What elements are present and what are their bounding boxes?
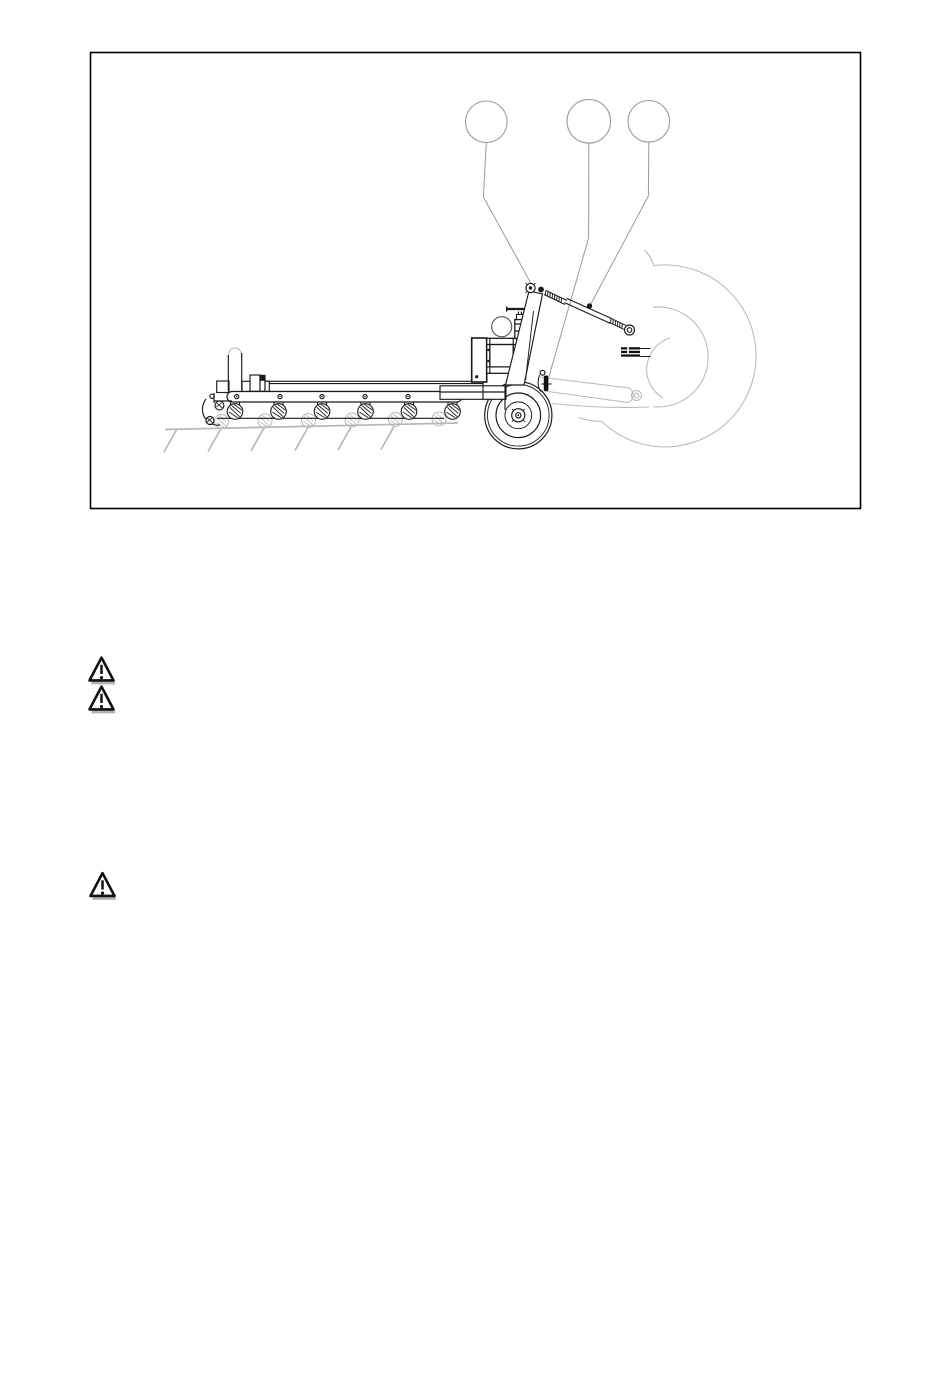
warning-icons xyxy=(90,658,117,900)
warning-triangle-icon xyxy=(91,873,117,900)
warning-triangle-icon xyxy=(90,658,116,685)
warning-triangle-icon xyxy=(90,687,116,714)
gearbox-side-plate xyxy=(472,338,487,382)
callout-balloon-1 xyxy=(466,101,508,143)
leader-target-dot xyxy=(587,303,592,308)
callout-balloon-3 xyxy=(628,101,670,143)
top-link-eye xyxy=(625,325,635,335)
callout-balloon-2 xyxy=(567,100,611,144)
rotor-bar xyxy=(227,392,462,403)
